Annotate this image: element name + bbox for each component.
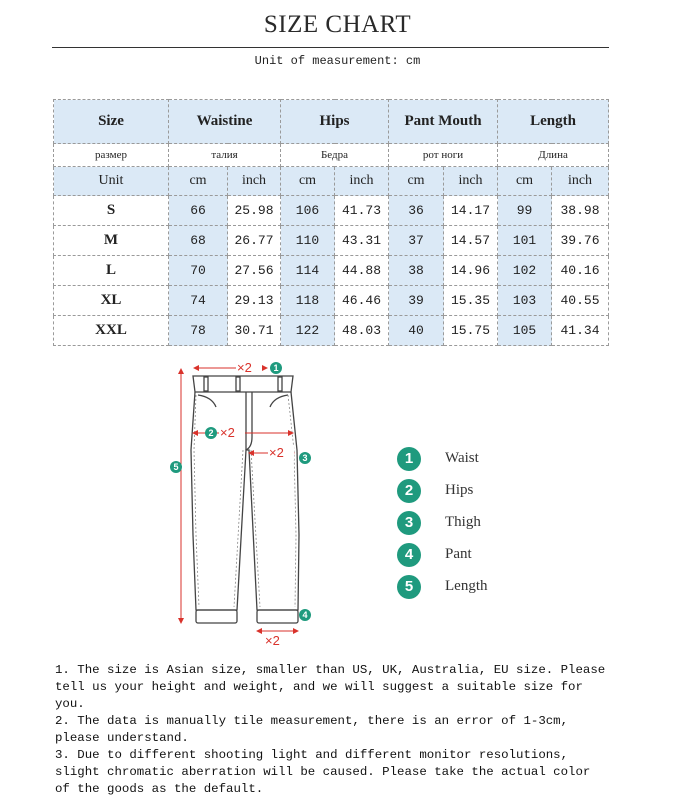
table-cell: 25.98 xyxy=(228,196,281,226)
table-cell: 114 xyxy=(281,256,335,286)
table-cell: 105 xyxy=(498,316,552,346)
table-cell: 118 xyxy=(281,286,335,316)
table-cell: 14.96 xyxy=(444,256,498,286)
table-cell: 27.56 xyxy=(228,256,281,286)
table-cell: 122 xyxy=(281,316,335,346)
table-cell: 66 xyxy=(169,196,228,226)
legend-number-badge: 3 xyxy=(397,511,421,535)
ru-header-length: Длина xyxy=(498,144,609,167)
table-cell: 38 xyxy=(389,256,444,286)
table-row xyxy=(54,256,609,286)
legend-label: Length xyxy=(445,578,488,594)
table-cell: 40.16 xyxy=(552,256,609,286)
x2-label-waist: ×2 xyxy=(237,360,252,375)
marker-2-label: 2 xyxy=(208,428,214,438)
header-length: Length xyxy=(498,100,609,144)
legend-label: Hips xyxy=(445,482,474,498)
table-cell: 46.46 xyxy=(335,286,389,316)
table-header-row xyxy=(54,100,609,144)
unit-cell: cm xyxy=(498,167,552,196)
legend-number-badge: 5 xyxy=(397,575,421,599)
unit-cell: inch xyxy=(444,167,498,196)
header-pant-mouth: Pant Mouth xyxy=(389,100,498,144)
legend-number-badge: 1 xyxy=(397,447,421,471)
table-cell: 41.34 xyxy=(552,316,609,346)
table-cell: 102 xyxy=(498,256,552,286)
table-cell: 44.88 xyxy=(335,256,389,286)
header-hips: Hips xyxy=(281,100,389,144)
ru-header-size: размер xyxy=(54,144,169,167)
table-cell: 36 xyxy=(389,196,444,226)
x2-label-pant: ×2 xyxy=(265,633,280,647)
size-cell: M xyxy=(54,226,169,256)
table-cell: 110 xyxy=(281,226,335,256)
notes-section xyxy=(55,662,610,798)
table-row xyxy=(54,286,609,316)
note-2: 2. The data is manually tile measurement, there is an error of 1-3cm, please understand. xyxy=(55,714,569,745)
table-row xyxy=(54,316,609,346)
title-divider xyxy=(52,47,609,48)
note-1: 1. The size is Asian size, smaller than US, UK, Australia, EU size. Please tell us your height and weight, and we will suggest a suitable size for you. xyxy=(55,663,606,711)
marker-3-label: 3 xyxy=(302,453,308,463)
size-cell: L xyxy=(54,256,169,286)
legend-label: Pant xyxy=(445,546,472,562)
table-cell: 14.17 xyxy=(444,196,498,226)
marker-4-label: 4 xyxy=(302,610,308,620)
unit-cell: Unit xyxy=(54,167,169,196)
unit-cell: cm xyxy=(281,167,335,196)
table-cell: 29.13 xyxy=(228,286,281,316)
pants-measurement-diagram xyxy=(160,355,330,647)
table-cell: 40.55 xyxy=(552,286,609,316)
table-cell: 41.73 xyxy=(335,196,389,226)
note-3: 3. Due to different shooting light and different monitor resolutions, slight chromatic aberration will be caused. Please take the actual color of the goods as the default. xyxy=(55,748,591,796)
size-cell: XL xyxy=(54,286,169,316)
table-cell: 26.77 xyxy=(228,226,281,256)
page-title: SIZE CHART xyxy=(263,11,412,38)
legend-number-badge: 4 xyxy=(397,543,421,567)
unit-cell: cm xyxy=(169,167,228,196)
table-cell: 15.35 xyxy=(444,286,498,316)
ru-header-pant-mouth: рот ноги xyxy=(389,144,498,167)
table-cell: 30.71 xyxy=(228,316,281,346)
table-cell: 43.31 xyxy=(335,226,389,256)
table-cell: 15.75 xyxy=(444,316,498,346)
x2-label-hips: ×2 xyxy=(220,425,235,440)
table-cell: 99 xyxy=(498,196,552,226)
table-cell: 39 xyxy=(389,286,444,316)
marker-5-label: 5 xyxy=(173,462,179,472)
table-cell: 39.76 xyxy=(552,226,609,256)
table-ru-header-row xyxy=(54,144,609,167)
table-cell: 14.57 xyxy=(444,226,498,256)
ru-header-hips: Бедра xyxy=(281,144,389,167)
header-waist: Waistine xyxy=(169,100,281,144)
legend-label: Thigh xyxy=(445,514,481,530)
table-row xyxy=(54,196,609,226)
table-cell: 101 xyxy=(498,226,552,256)
table-unit-row xyxy=(54,167,609,196)
table-cell: 74 xyxy=(169,286,228,316)
table-cell: 38.98 xyxy=(552,196,609,226)
table-cell: 103 xyxy=(498,286,552,316)
x2-label-thigh: ×2 xyxy=(269,445,284,460)
table-cell: 37 xyxy=(389,226,444,256)
header-size: Size xyxy=(54,100,169,144)
size-cell: S xyxy=(54,196,169,226)
marker-1-label: 1 xyxy=(273,363,279,373)
size-cell: XXL xyxy=(54,316,169,346)
table-cell: 68 xyxy=(169,226,228,256)
table-cell: 106 xyxy=(281,196,335,226)
table-cell: 78 xyxy=(169,316,228,346)
size-table xyxy=(53,99,609,346)
unit-cell: inch xyxy=(228,167,281,196)
table-cell: 48.03 xyxy=(335,316,389,346)
unit-cell: inch xyxy=(335,167,389,196)
unit-cell: cm xyxy=(389,167,444,196)
unit-note: Unit of measurement: cm xyxy=(254,54,421,68)
legend-label: Waist xyxy=(445,450,479,466)
legend-number-badge: 2 xyxy=(397,479,421,503)
ru-header-waist: талия xyxy=(169,144,281,167)
unit-cell: inch xyxy=(552,167,609,196)
table-cell: 40 xyxy=(389,316,444,346)
pants-outline-icon xyxy=(191,376,299,623)
table-row xyxy=(54,226,609,256)
table-cell: 70 xyxy=(169,256,228,286)
